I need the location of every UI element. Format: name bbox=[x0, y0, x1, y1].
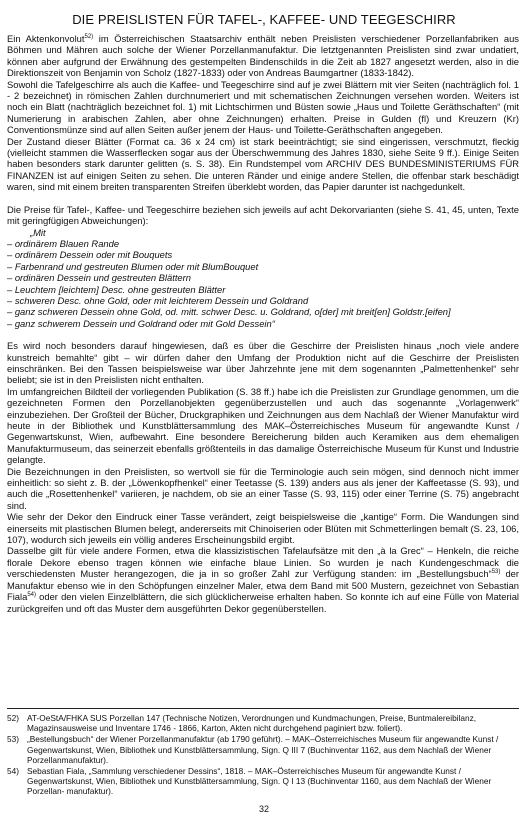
paragraph-text: Ein Aktenkonvolut bbox=[7, 33, 85, 44]
list-item: „Mit bbox=[30, 226, 46, 238]
list-item: – ordinärem Blauen Rande bbox=[7, 237, 120, 249]
paragraph-text: oder den vielen Einzelblättern, die sich glücklicherweise erhalten haben. So konnte ich auf eine Fülle von Material zurückgreifen und oft das Muster dem ausgeführten Dekor gegenüberstellen. bbox=[7, 591, 519, 614]
footnote-ref-54: 54) bbox=[27, 591, 36, 598]
list-item: – ordinären Dessein und gestreuten Blättern bbox=[7, 272, 191, 284]
paragraph-archive bbox=[7, 33, 519, 79]
footnote bbox=[7, 734, 519, 765]
footnote-number: 53) bbox=[7, 734, 19, 745]
paragraph-prices: Die Preise für Tafel-, Kaffee- und Teegeschirre beziehen sich jeweils auf acht Dekorvarianten (siehe S. 41, 45, unten, Texte mit geringfügigen Abweichungen): bbox=[7, 203, 519, 227]
paragraph-text: der Manufaktur ebenso wie in den Schöpfungen einzelner Maler, etwa dem Band mit 500 Mustern, gezeichnet von Sebastian Fiala bbox=[7, 568, 519, 603]
page-title: DIE PREISLISTEN FÜR TAFEL-, KAFFEE- UND TEEGESCHIRR bbox=[72, 12, 456, 27]
page-number: 32 bbox=[258, 804, 269, 814]
footnote-divider bbox=[7, 708, 519, 709]
list-item: – schweren Desс. ohne Gold, oder mit leichterem Dessein und Goldrand bbox=[7, 294, 309, 306]
footnote-ref-53: 53) bbox=[491, 569, 501, 576]
list-item: – ordinärem Dessein oder mit Bouquets bbox=[7, 249, 173, 261]
list-item: – ganz schweren Dessein ohne Gold, od. mitt. schwer Desс. u. Goldrand, o[der] mit breit[en] Goldstr.[eifen] bbox=[7, 306, 451, 318]
paragraph-decor: Wie sehr der Dekor den Eindruck einer Tasse verändert, zeigt beispielsweise die „kantige“ Form. Die Wandungen sind einerseits mit plastischen Blumen belegt, andererseits mit Chinoiserien oder Blüten mit Schmetterlingen bemalt (S. 23, 106, 107), wodurch sich jeweils ein völlig anderes Erscheinungsbild ergibt. bbox=[7, 511, 519, 546]
paragraph-patterns bbox=[7, 545, 519, 613]
footnotes bbox=[7, 713, 519, 798]
footnote-text: AT-OeStA/FHKA SUS Porzellan 147 (Technische Notizen, Verordnungen und Kundmachungen, Preise, Buntmalereibilanz, Magazinsausweise und Inventare 1746 - 1866, Karton, Akten nicht durchgehend paginiert bzw. foliert). bbox=[27, 713, 477, 734]
footnote bbox=[7, 766, 519, 797]
footnote-text: Sebastian Fiala, „Sammlung verschiedener Dessins“, 1818. – MAK–Österreichisches Museum für angewandte Kunst / Gegenwartskunst, Wien, Bibliothek und Kunstblättersammlung, Sign. Q I 13 (Buchinventar 1160, aus dem Nachlaß der Wiener Porzellan- manufaktur). bbox=[27, 766, 492, 797]
footnote-ref-52: 52) bbox=[84, 33, 94, 40]
paragraph-sheets: Sowohl die Tafelgeschirre als auch die Kaffee- und Teegeschirre sind auf je zwei Blättern mit vier Seiten (nachträglich fol. 1 - 2 bezeichnet) in römischen Zahlen durchnumeriert und mit schematischen Zeichnungen versehen worden. Weiters ist noch ein Blatt (nachträglich bezeichnet fol. 1) mit Lichtschirmen und Büsten sowie „Haus und Toilette Geräthschaften“ (mit Numerierung in arabischen Zahlen, aber ohne Zeichnungen) erhalten. Preise in Gulden (fl) und Kreuzern (Kr) Conventionsmünze sind auf allen Seiten außer jenem der Haus- und Toilette-Geräthschaften angegeben. bbox=[7, 78, 519, 136]
footnote-number: 54) bbox=[7, 766, 19, 777]
paragraph-text: im Österreichischen Staatsarchiv enthält neben Preislisten verschiedener Porzellanfabriken aus Böhmen und Mähren auch solche der Wiener Porzellanmanufaktur. Die letztgenannten Preislisten sind zwar undatiert, können aber aufgrund der Erwähnung des gestempelten Bindenschilds in die Zeit ab 1827 angesetzt werden, also in die Direktionszeit von Benjamin von Scholz (1827-1833) oder von Andreas Baumgartner (1833-1842). bbox=[7, 33, 519, 79]
paragraph-pictures: Im umfangreichen Bildteil der vorliegenden Publikation (S. 38 ff.) habe ich die Preislisten zur Grundlage genommen, um die gezeichneten Formen den Porzellanobjekten gegenüberzustellen und auch das sogenannte „Vorlagenwerk“ einzubeziehen. Der Großteil der Bücher, Druckgraphiken und Zeichnungen aus dem Nachlaß der Wiener Manufaktur wird heute in der Bibliothek und Kunstblättersammlung des MAK–Österreichisches Museum für angewandte Kunst / Gegenwartskunst, Wien, aufbewahrt. Eine besondere Bereicherung bilden auch Keramiken aus dem ehemaligen Manufakturmuseum, das seinerzeit ebenfalls größtenteils in das damalige Österreichische Museum für Kunst und Industrie gelangte. bbox=[7, 385, 519, 466]
list-item: – ganz schwerem Dessein und Goldrand oder mit Gold Dessein“ bbox=[7, 317, 275, 329]
body-text bbox=[7, 33, 519, 614]
footnote-text: „Bestellungsbuch“ der Wiener Porzellanmanufaktur (ab 1790 geführt). – MAK–Österreichisches Museum für angewandte Kunst / Gegenwartskunst, Wien, Bibliothek und Kunstblättersammlung, Sign. Q III 7 (Buchinventar 1162, aus dem Nachlaß der Wiener Porzellanmanufaktur). bbox=[27, 734, 499, 765]
footnote bbox=[7, 713, 519, 733]
paragraph-production: Es wird noch besonders darauf hingewiesen, daß es über die Geschirre der Preislisten hinaus „noch viele andere kunstreich bemahlte“ gibt – wir dürfen daher den Umfang der Produktion nicht auf die Geschirre der Preislisten einschränken. Bei den Tassen beispielsweise war über Jahrzehnte jene mit dem sogenannten „Palmettenhenkel“ sehr beliebt; sie ist in den Preislisten nicht enthalten. bbox=[7, 340, 519, 386]
paragraph-text: Dasselbe gilt für viele andere Formen, etwa die klassizistischen Tafelaufsätze mit den „à la Grec“ – Henkeln, die reiche florale Dekore ebenso tragen können wie einfache blaue Linien. So wurden je nach Kundengeschmack die verschiedensten Muster herangezogen, die ja in so großer Zahl zur Verfügung standen: im „Bestellungsbuch“ bbox=[7, 545, 519, 580]
decor-list bbox=[7, 227, 519, 330]
paragraph-terminology: Die Bezeichnungen in den Preislisten, so wertvoll sie für die Terminologie auch sein mögen, sind dennoch nicht immer einheitlich: so sieht z. B. der „Löwenkopfhenkel“ einer Teetasse (S. 139) anders aus als jener der Kaffeetasse (S. 93), und auch die „Rosettenhenkel“ variieren, je nachdem, ob sie an einer Tasse (S. 93, 115) oder einer Terrine (S. 75) angebracht sind. bbox=[7, 465, 519, 511]
list-item: – Farbenrand und gestreuten Blumen oder mit BlumBouquet bbox=[7, 260, 259, 272]
footnote-number: 52) bbox=[7, 713, 19, 723]
list-item: – Leuchtem [leichtem] Desс. ohne gestreuten Blätter bbox=[7, 283, 226, 295]
paragraph-condition: Der Zustand dieser Blätter (Format ca. 36 x 24 cm) ist stark beeinträchtigt; sie sind eingerissen, verschmutzt, fleckig (vielleicht stammen die Wasserflecken sogar aus der Überschwemmung des Jahres 1830, siehe Seite 9 ff.). Einige Seiten haben besonders stark darunter gelitten (s. S. 38). Ein Rundstempel vom ARCHIV DES BUNDESMINISTERIUMS FÜR FINANZEN ist auf einigen Seiten zu sehen. Die unteren Ränder und einige andere Stellen, die offenbar stark beschädigt waren, sind mit einem breiten transparenten Streifen überklebt worden, das Papier darunter ist nachgedunkelt. bbox=[7, 135, 519, 193]
